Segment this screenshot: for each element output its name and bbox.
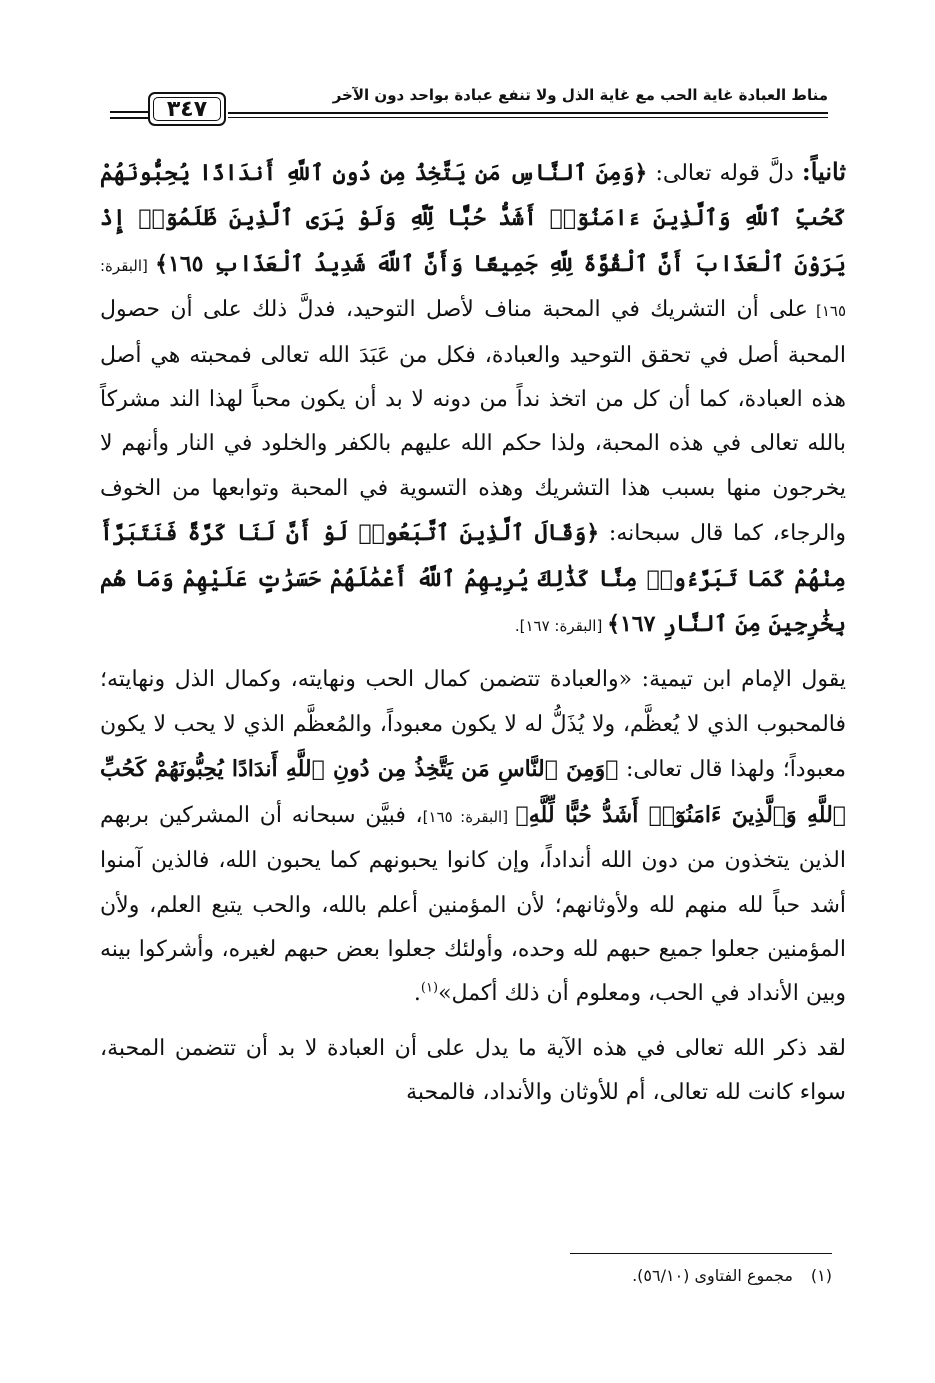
quran-verse: ﴿وَمِنَ ٱلنَّاسِ مَن يَتَّخِذُ مِن دُونِ ٱللَّهِ أَندَادًا يُحِبُّونَهُمْ كَحُبِّ ٱللَّهِ وَٱلَّذِينَ ءَامَنُوٓا۟ أَشَدُّ حُبًّا لِّلَّهِ وَلَوْ يَرَى ٱلَّذِينَ ظَلَمُوٓا۟ إِذْ يَرَوْنَ ٱلْعَذَابَ أَنَّ ٱلْقُوَّةَ لِلَّهِ جَمِيعًا وَأَنَّ ٱللَّهَ شَدِيدُ ٱلْعَذَابِ ١٦٥﴾ (100, 160, 846, 277)
paragraph-2 (100, 658, 846, 1016)
footnote (300, 1266, 832, 1285)
page-number-rule (110, 117, 150, 119)
lead-word: ثانياً: (801, 157, 846, 186)
verse-reference: [البقرة: ١٦٥] (100, 256, 846, 321)
page-number-rule (110, 111, 150, 113)
header-rule (228, 112, 828, 114)
page-number-text: ٣٤٧ (166, 96, 208, 122)
verse-reference: [البقرة: ١٦٥] (422, 807, 516, 826)
quran-verse: ﴿وَمِنَ ٱلنَّاسِ مَن يَتَّخِذُ مِن دُونِ ٱللَّهِ أَندَادًا يُحِبُّونَهُمْ كَحُبِّ ٱللَّهِ وَٱلَّذِينَ ءَامَنُوٓا۟ أَشَدُّ حُبًّا لِّلَّهِ﴾ (100, 756, 846, 828)
main-text (100, 150, 846, 1116)
running-header (98, 78, 828, 130)
chapter-title: مناط العبادة غاية الحب مع غاية الذل ولا تنفع عبادة بواحد دون الآخر (332, 86, 828, 104)
page-number (148, 92, 226, 126)
paragraph-3 (100, 1027, 846, 1116)
text-run: يقول الإمام ابن تيمية: «والعبادة تتضمن كمال الحب ونهايته، وكمال الذل ونهايته؛ فالمحبوب الذي لا يُعظَّم، ولا يُذَلُّ له لا يكون معبوداً، والمُعظَّم الذي لا يحب لا يكون معبوداً؛ ولهذا قال تعالى: (100, 667, 847, 783)
text-run: . (413, 981, 421, 1007)
paragraph-1 (100, 150, 846, 648)
header-rule-thin (228, 117, 828, 118)
text-run: دلَّ قوله تعالى: (647, 161, 802, 186)
quran-verse: ﴿وَقَالَ ٱلَّذِينَ ٱتَّبَعُوا۟ لَوْ أَنَّ لَنَا كَرَّةً فَنَتَبَرَّأَ مِنْهُمْ كَمَا تَبَرَّءُوا۟ مِنَّا كَذَٰلِكَ يُرِيهِمُ ٱللَّهُ أَعْمَٰلَهُمْ حَسَرَٰتٍ عَلَيْهِمْ وَمَا هُم بِخَٰرِجِينَ مِنَ ٱلنَّارِ ١٦٧﴾ (100, 520, 846, 638)
verse-reference: [البقرة: ١٦٧]. (514, 617, 608, 636)
text-run: على أن التشريك في المحبة مناف لأصل التوحيد، فدلَّ ذلك على أن حصول المحبة أصل في تحقق التوحيد والعبادة، فكل من عَبَدَ الله تعالى فمحبته هي أصل هذه العبادة، كما أن كل من اتخذ نداً من دونه لا بد أن يكون محباً لهذا الند مشركاً بالله تعالى في هذه المحبة، ولذا حكم الله عليهم بالكفر والخلود في النار وأنهم لا يخرجون منها بسبب هذا التشريك وهذه التسوية في المحبة وتوابعها من الخوف والرجاء، كما قال سبحانه: (100, 297, 846, 547)
footnote-number: (١) (810, 1266, 832, 1285)
footnote-separator (570, 1253, 832, 1254)
text-run: ، فبيَّن سبحانه أن المشركين بربهم الذين يتخذون من دون الله أنداداً، وإن كانوا يحبونهم كما يحبون الله، فالذين آمنوا أشد حباً لله منهم لله ولأوثانهم؛ لأن المؤمنين أعلم بالله، والحب يتبع العلم، ولأن المؤمنين جعلوا جميع حبهم لله وحده، وأولئك جعلوا بعض حبهم لغيره، وأشركوا بينه وبين الأنداد في الحب، ومعلوم أن ذلك أكمل» (100, 802, 846, 1007)
footnote-text: مجموع الفتاوى (٥٦/١٠). (632, 1266, 793, 1285)
text-run: لقد ذكر الله تعالى في هذه الآية ما يدل على أن العبادة لا بد أن تتضمن المحبة، سواء كانت لله تعالى، أم للأوثان والأنداد، فالمحبة (100, 1035, 846, 1106)
footnote-marker[interactable]: (١) (420, 980, 439, 996)
